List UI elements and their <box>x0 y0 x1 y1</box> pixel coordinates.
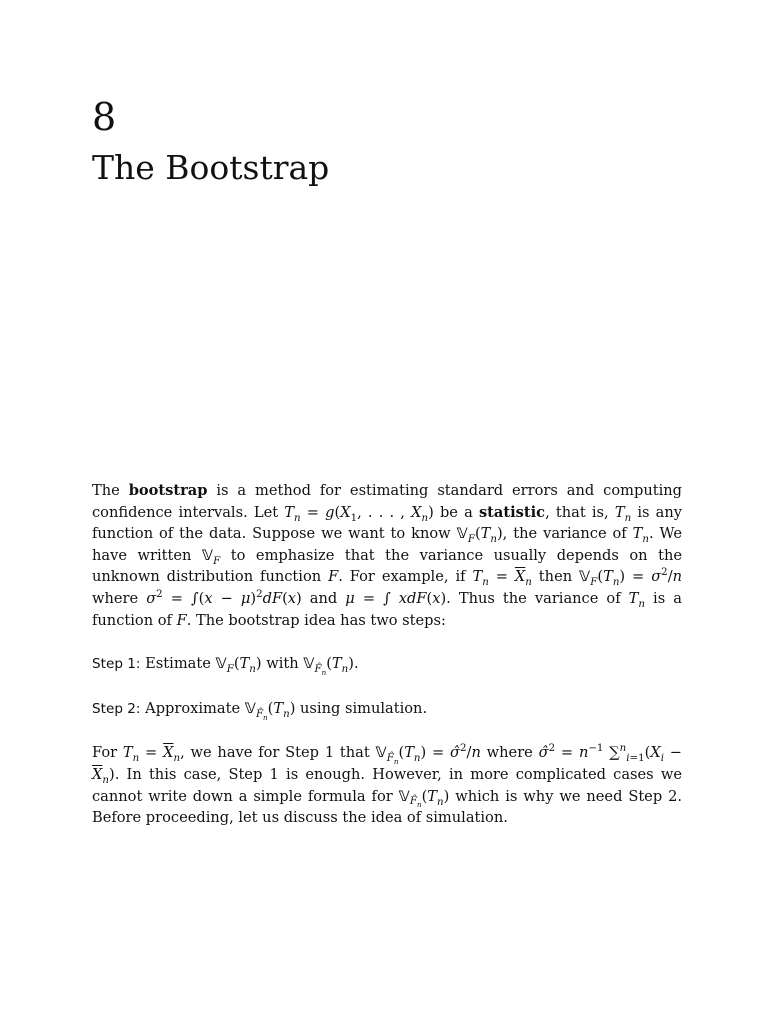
chapter-number: 8 <box>92 95 117 139</box>
term-bootstrap: bootstrap <box>128 482 208 499</box>
step-1-label: Step 1: <box>92 656 141 673</box>
followup-paragraph: For $T_n = \overline{X}_n$, we have for Step 1 that $𝕍_{F̂_n}(T_n)$ = σ̂$^2$/n where σ̂$^2$ = $n^{-1}$ $\sum^n_{i=1}(X_i - \overline{X}_n)$. In this case, Step 1 is enough. However, in more complicated cases we cannot write down a simple formula for $𝕍_{F̂_n}(T_n)$ which is why we need Step 2. Before proceeding, let us discuss the idea of simulation. <box>92 743 683 827</box>
chapter-body <box>92 480 682 851</box>
intro-paragraph: The bootstrap is a method for estimating standard errors and computing confidence intervals. Let $T_n = g(X_1$, . . . , $X_n$) be a statistic, that is, $T_n$ is any function of the data. Suppose we want to know $𝕍_F(T_n)$, the variance of $T_n$. We have written 𝕍$_F$ to emphasize that the variance usually depends on the unknown distribution function F. For example, if $T_n = \overline{X}_n$ then $𝕍_F(T_n) = \sigma^2/n$ where $\sigma^2 = \int(x - \mu)^2dF(x)$ and μ = ∫ xdF(x). Thus the variance of $T_n$ is a function of F. The bootstrap idea has two steps: <box>92 482 683 629</box>
step-2: Step 2: Approximate $𝕍_{F̂_n}(T_n)$ using simulation. <box>92 699 428 722</box>
step-2-label: Step 2: <box>92 700 141 717</box>
term-statistic: statistic <box>478 503 546 521</box>
chapter-title: The Bootstrap <box>92 148 330 187</box>
step-1: Step 1: Estimate $𝕍_F(T_n)$ with $𝕍_{F̂_n}(T_n)$. <box>92 655 359 678</box>
